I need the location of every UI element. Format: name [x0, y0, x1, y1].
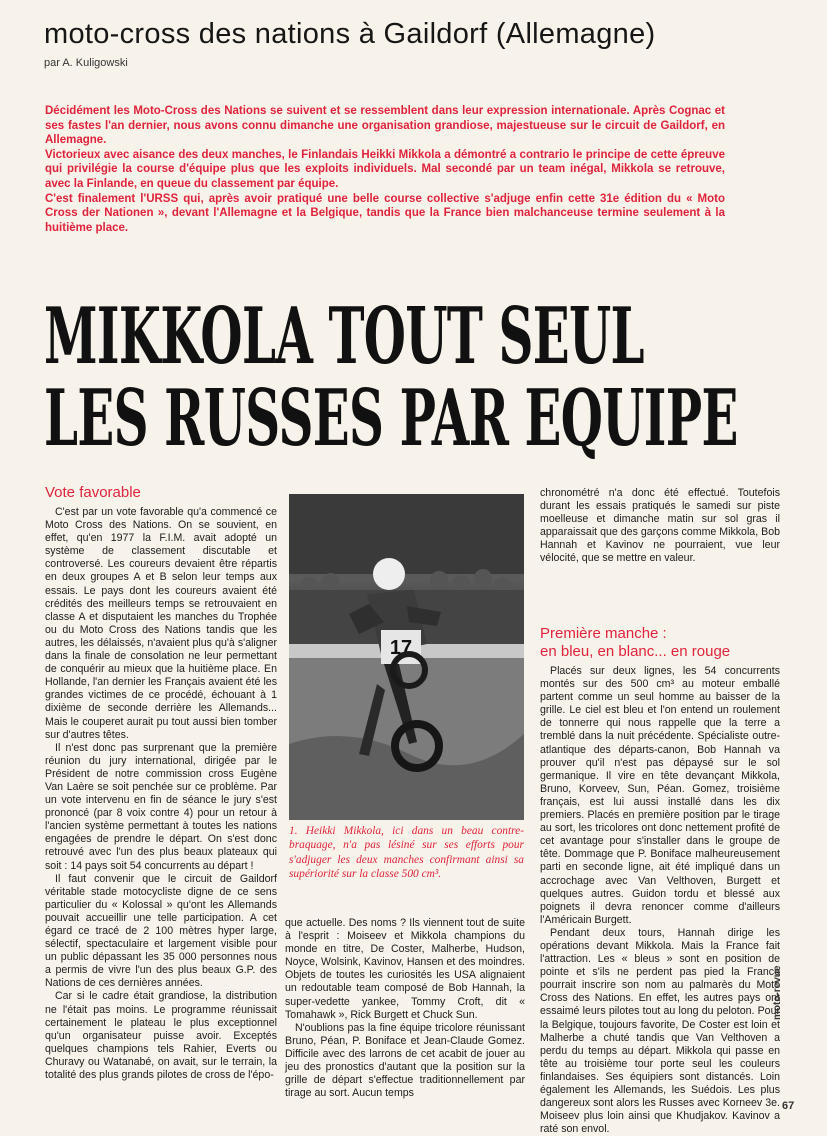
right-column	[540, 625, 780, 1136]
intro-paragraph: C'est finalement l'URSS qui, après avoir pratiqué une belle course collective s'adjuge enfin cette 31e édition du « Moto Cross der Nationen », devant l'Allemagne et la Belgique, tandis que la France bien malchanceuse termine seulement à la huitième place.	[45, 192, 725, 234]
intro-lead	[45, 104, 725, 235]
body-paragraph: C'est par un vote favorable qu'a commencé ce Moto Cross des Nations. On se souvient, en effet, qu'en 1977 la F.I.M. avait adopté un système de classement discutable et controversé. Les coureurs devaient être répartis en deux groupes A et B selon leur temps aux essais. Le pays dont les coureurs avaient été crédités des meilleurs temps se retrouvaient en classe A et disputaient les manches du Trophée ou du Moto Cross des Nations tandis que les autres, les délaissés, n'avaient plus qu'à s'aligner dans la finale de consolation ne leur permettant de conquérir au mieux que la huitième place. En Hollande, l'an dernier les Français avaient été les grandes victimes de ce procédé, échouant à 1 dixième de seconde derrière les Allemands... Mais le couperet aurait pu tout aussi bien tomber sur d'autres têtes.	[45, 506, 277, 741]
body-paragraph: que actuelle. Des noms ? Ils viennent tout de suite à l'esprit : Moiseev et Mikkola champions du monde en titre, De Coster, Malherbe, Hudson, Noyce, Wolsink, Kavinov, Hansen et des moindres. Objets de toutes les curiosités les USA alignaient un redoutable team composé de Bob Hannah, la super-vedette yankee, Tommy Croft, dit « Tomahawk », Rick Burgett et Chuck Sun.	[285, 917, 525, 1021]
body-paragraph: Car si le cadre était grandiose, la distribution ne l'était pas moins. Le programme réunissait certainement le plateau le plus exceptionnel qu'un organisateur puisse avoir. Exceptés quelques champions tels Rahier, Everts ou Churavy ou Watanabé, on avait, sur le terrain, la totalité des plus grands pilotes de cross de l'épo-	[45, 990, 277, 1082]
photo-caption: 1. Heikki Mikkola, ici dans un beau contre-braquage, n'a pas lésiné sur ses efforts pour s'adjuger les deux manches confirmant ainsi sa supériorité sur la classe 500 cm³.	[289, 825, 524, 880]
byline: par A. Kuligowski	[44, 57, 128, 69]
article-kicker-title: moto-cross des nations à Gaildorf (Allemagne)	[44, 18, 656, 50]
body-paragraph: Il n'est donc pas surprenant que la première réunion du jury international, dirigée par le Président de notre commission cross Eugène Van Laère se soit penchée sur ce problème. Par un vote intervenu en fin de séance le jury s'est prononcé (par 8 voix contre 4) pour un retour à l'ancien système permettant à toutes les nations engagées de prendre le départ. On s'est donc retrouvé avec l'un des plus beaux plateaux qui soit : 14 pays soit 54 concurrents au départ !	[45, 741, 277, 872]
intro-paragraph: Victorieux avec aisance des deux manches, le Finlandais Heikki Mikkola a démontré a contrario le principe de cette épreuve qui privilégie la course d'équipe plus que les exploits individuels. Mal secondé par un team inégal, Mikkola se retrouve, avec la Finlande, en queue du classement par équipe.	[45, 148, 725, 190]
middle-column	[285, 917, 525, 1100]
body-paragraph: N'oublions pas la fine équipe tricolore réunissant Bruno, Péan, P. Boniface et Jean-Claude Gomez. Difficile avec des larrons de cet acabit de jouer au jeu des pronostics d'autant que la position sur la grille de départ s'effectue traditionnellement par tirage au sort. Aucun temps	[285, 1021, 525, 1100]
race-photo	[289, 494, 524, 820]
motocross-rider-illustration	[289, 494, 524, 820]
section-heading-premiere-manche	[540, 625, 780, 661]
page-number: 67	[782, 1100, 795, 1112]
body-paragraph: Il faut convenir que le circuit de Gaildorf véritable stade motocycliste digne de ce sens particulier du « Kolossal » qu'ont les Allemands pouvait accueillir une telle participation. A cet égard ce tracé de 2 100 mètres hyper large, sélectif, spectaculaire et largement visible pour un public dépassant les 35 000 personnes nous a permis de vivre l'un des plus beaux G.P. des Nations de ces dernières années.	[45, 872, 277, 990]
left-column	[45, 484, 277, 1082]
intro-paragraph: Décidément les Moto-Cross des Nations se suivent et se ressemblent dans leur expression internationale. Après Cognac et ses fastes l'an dernier, nous avons connu dimanche une organisation grandiose, majestueuse sur le circuit de Gaildorf, en Allemagne.	[45, 105, 725, 147]
body-paragraph: Placés sur deux lignes, les 54 concurrents montés sur des 500 cm³ au moteur emballé partent comme un seul homme au baisser de la grille. Le ciel est bleu et l'on entend un roulement de tonnerre qui nous rappelle que la terre a tremblé dans la nuit précédente. Spécialiste outre-atlantique des départs-canon, Bob Hannah va prouver qu'il n'est pas dépaysé sur le sol germanique. Il vire en tête devançant Mikkola, Bruno, Korveev, Sun, Péan. Gomez, troisième français, est lui aussi installé dans les dix premiers. Placés en première position par le tirage au sort, les tricolores ont donc nettement profité de cet avantage pour s'installer dans le groupe de tête. Dommage que P. Boniface malheureusement parti en seconde ligne, ait été impliqué dans un accrochage avec Van Velthoven, Burgett et quelques autres. Guidon tordu et blessé aux poignets il devra renoncer comme d'ailleurs l'Américain Burgett.	[540, 665, 780, 926]
headline	[44, 291, 784, 464]
headline-line-1: MIKKOLA TOUT SEUL	[44, 291, 644, 382]
race-number: 17	[389, 637, 413, 659]
body-paragraph: chronométré n'a donc été effectué. Toutefois durant les essais pratiqués le samedi sur piste moelleuse et dimanche matin sur sol gras il apparaissait que des garçons comme Mikkola, Bob Hannah et Kavinov ne pourraient, vue leur vélocité, que se mettre en valeur.	[540, 487, 780, 565]
headline-line-2: LES RUSSES PAR EQUIPE	[44, 373, 738, 464]
right-column-top	[540, 487, 780, 566]
section-heading-line-1: Première manche :	[540, 625, 667, 642]
section-heading-vote: Vote favorable	[45, 484, 141, 501]
body-paragraph: Pendant deux tours, Hannah dirige les opérations devant Mikkola. Mais la France fait l'attraction. Les « bleus » sont en position de pointe et s'ils ne perdent pas pied la France pourrait inscrire son nom au palmarès du Moto Cross des Nations. En effet, les autres pays ont essaimé leurs pilotes tout au long du peloton. Pour la Belgique, toujours favorite, De Coster est loin et Malherbe a chuté tandis que Van Velthoven a perdu du temps au départ. Mikkola qui passe en tête au troisième tour porte seul les couleurs finlandaises. Ses équipiers sont distancés. Loin également les Allemands, les Suédois. Les plus dangereux sont alors les Russes avec Korneev 3e. Moiseev plus loin ainsi que Khudjakov. Kavinov a raté son envol.	[540, 926, 780, 1136]
magazine-name: moto-revue	[772, 965, 783, 1020]
section-heading-line-2: en bleu, en blanc... en rouge	[540, 643, 731, 660]
